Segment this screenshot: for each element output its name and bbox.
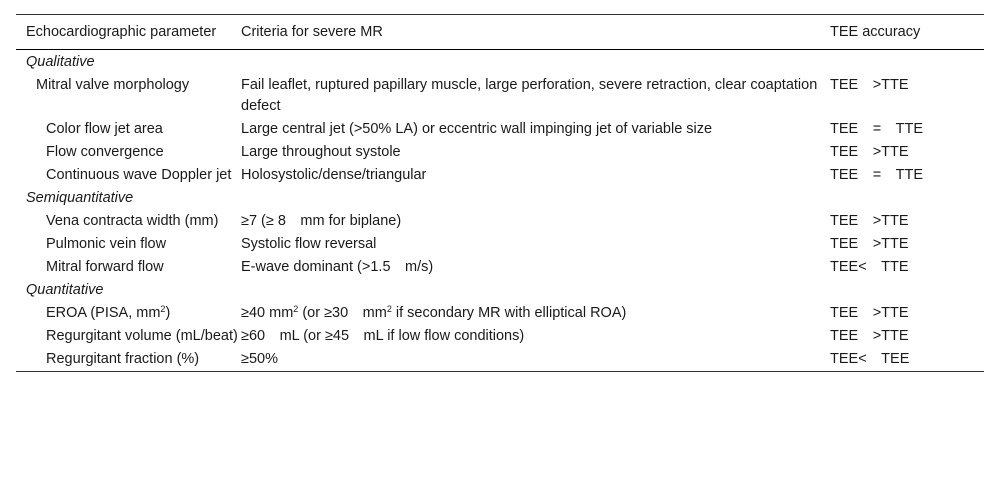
table-header xyxy=(16,15,984,50)
criteria-cell xyxy=(241,302,830,325)
table-container xyxy=(16,14,984,372)
param-cell: Regurgitant fraction (%) xyxy=(46,351,200,367)
superscript: 2 xyxy=(386,304,392,314)
param-cell: Vena contracta width (mm) xyxy=(46,213,219,229)
param-cell: Mitral forward flow xyxy=(46,259,164,275)
superscript: 2 xyxy=(293,304,299,314)
mr-criteria-table xyxy=(16,14,984,372)
section-row xyxy=(16,187,984,210)
table-row xyxy=(16,302,984,325)
criteria-cell: ≥60 mL (or ≥45 mL if low flow conditions) xyxy=(241,328,525,344)
header-criteria: Criteria for severe MR xyxy=(241,24,383,40)
table-row xyxy=(16,210,984,233)
criteria-text: ≥40 mm xyxy=(241,305,294,321)
accuracy-cell: TEE >TTE xyxy=(830,236,909,252)
header-parameter: Echocardiographic parameter xyxy=(26,24,217,40)
section-title: Quantitative xyxy=(26,282,104,298)
table-body xyxy=(16,50,984,372)
header-accuracy: TEE accuracy xyxy=(830,24,921,40)
table-row xyxy=(16,164,984,187)
accuracy-cell: TEE >TTE xyxy=(830,328,909,344)
param-cell: Mitral valve morphology xyxy=(36,77,190,93)
criteria-cell: Large central jet (>50% LA) or eccentric wall impinging jet of variable size xyxy=(241,121,713,137)
table-row xyxy=(16,141,984,164)
criteria-cell: Systolic flow reversal xyxy=(241,236,377,252)
param-cell: Continuous wave Doppler jet xyxy=(46,167,232,183)
table-row xyxy=(16,118,984,141)
table-row xyxy=(16,233,984,256)
param-cell xyxy=(16,302,241,325)
table-row xyxy=(16,256,984,279)
table-row xyxy=(16,325,984,348)
param-cell: Pulmonic vein flow xyxy=(46,236,167,252)
section-row xyxy=(16,279,984,302)
criteria-text: if secondary MR with elliptical ROA) xyxy=(391,305,627,321)
section-row xyxy=(16,50,984,75)
superscript: 2 xyxy=(160,304,166,314)
accuracy-cell: TEE >TTE xyxy=(830,144,909,160)
criteria-cell: Large throughout systole xyxy=(241,144,401,160)
criteria-cell: ≥50% xyxy=(241,351,278,367)
param-cell: Flow convergence xyxy=(46,144,164,160)
accuracy-cell: TEE = TTE xyxy=(830,121,924,137)
header-row xyxy=(16,15,984,50)
criteria-text: (or ≥30 mm xyxy=(298,305,387,321)
param-cell: Regurgitant volume (mL/beat) xyxy=(46,328,238,344)
param-text: EROA (PISA, mm xyxy=(46,305,161,321)
accuracy-cell: TEE >TTE xyxy=(830,305,909,321)
accuracy-cell: TEE >TTE xyxy=(830,213,909,229)
accuracy-cell: TEE< TEE xyxy=(830,351,910,367)
criteria-cell: ≥7 (≥ 8 mm for biplane) xyxy=(241,213,402,229)
section-title: Semiquantitative xyxy=(26,190,134,206)
param-text: ) xyxy=(165,305,171,321)
criteria-cell: Fail leaflet, ruptured papillary muscle, large perforation, severe retraction, clear coaptation defect xyxy=(241,77,818,114)
criteria-cell: E-wave dominant (>1.5 m/s) xyxy=(241,259,434,275)
section-title: Qualitative xyxy=(26,54,95,70)
table-row xyxy=(16,348,984,372)
accuracy-cell: TEE = TTE xyxy=(830,167,924,183)
accuracy-cell: TEE< TTE xyxy=(830,259,909,275)
param-cell: Color flow jet area xyxy=(46,121,163,137)
table-row xyxy=(16,74,984,118)
criteria-cell: Holosystolic/dense/triangular xyxy=(241,167,427,183)
accuracy-cell: TEE >TTE xyxy=(830,77,909,93)
